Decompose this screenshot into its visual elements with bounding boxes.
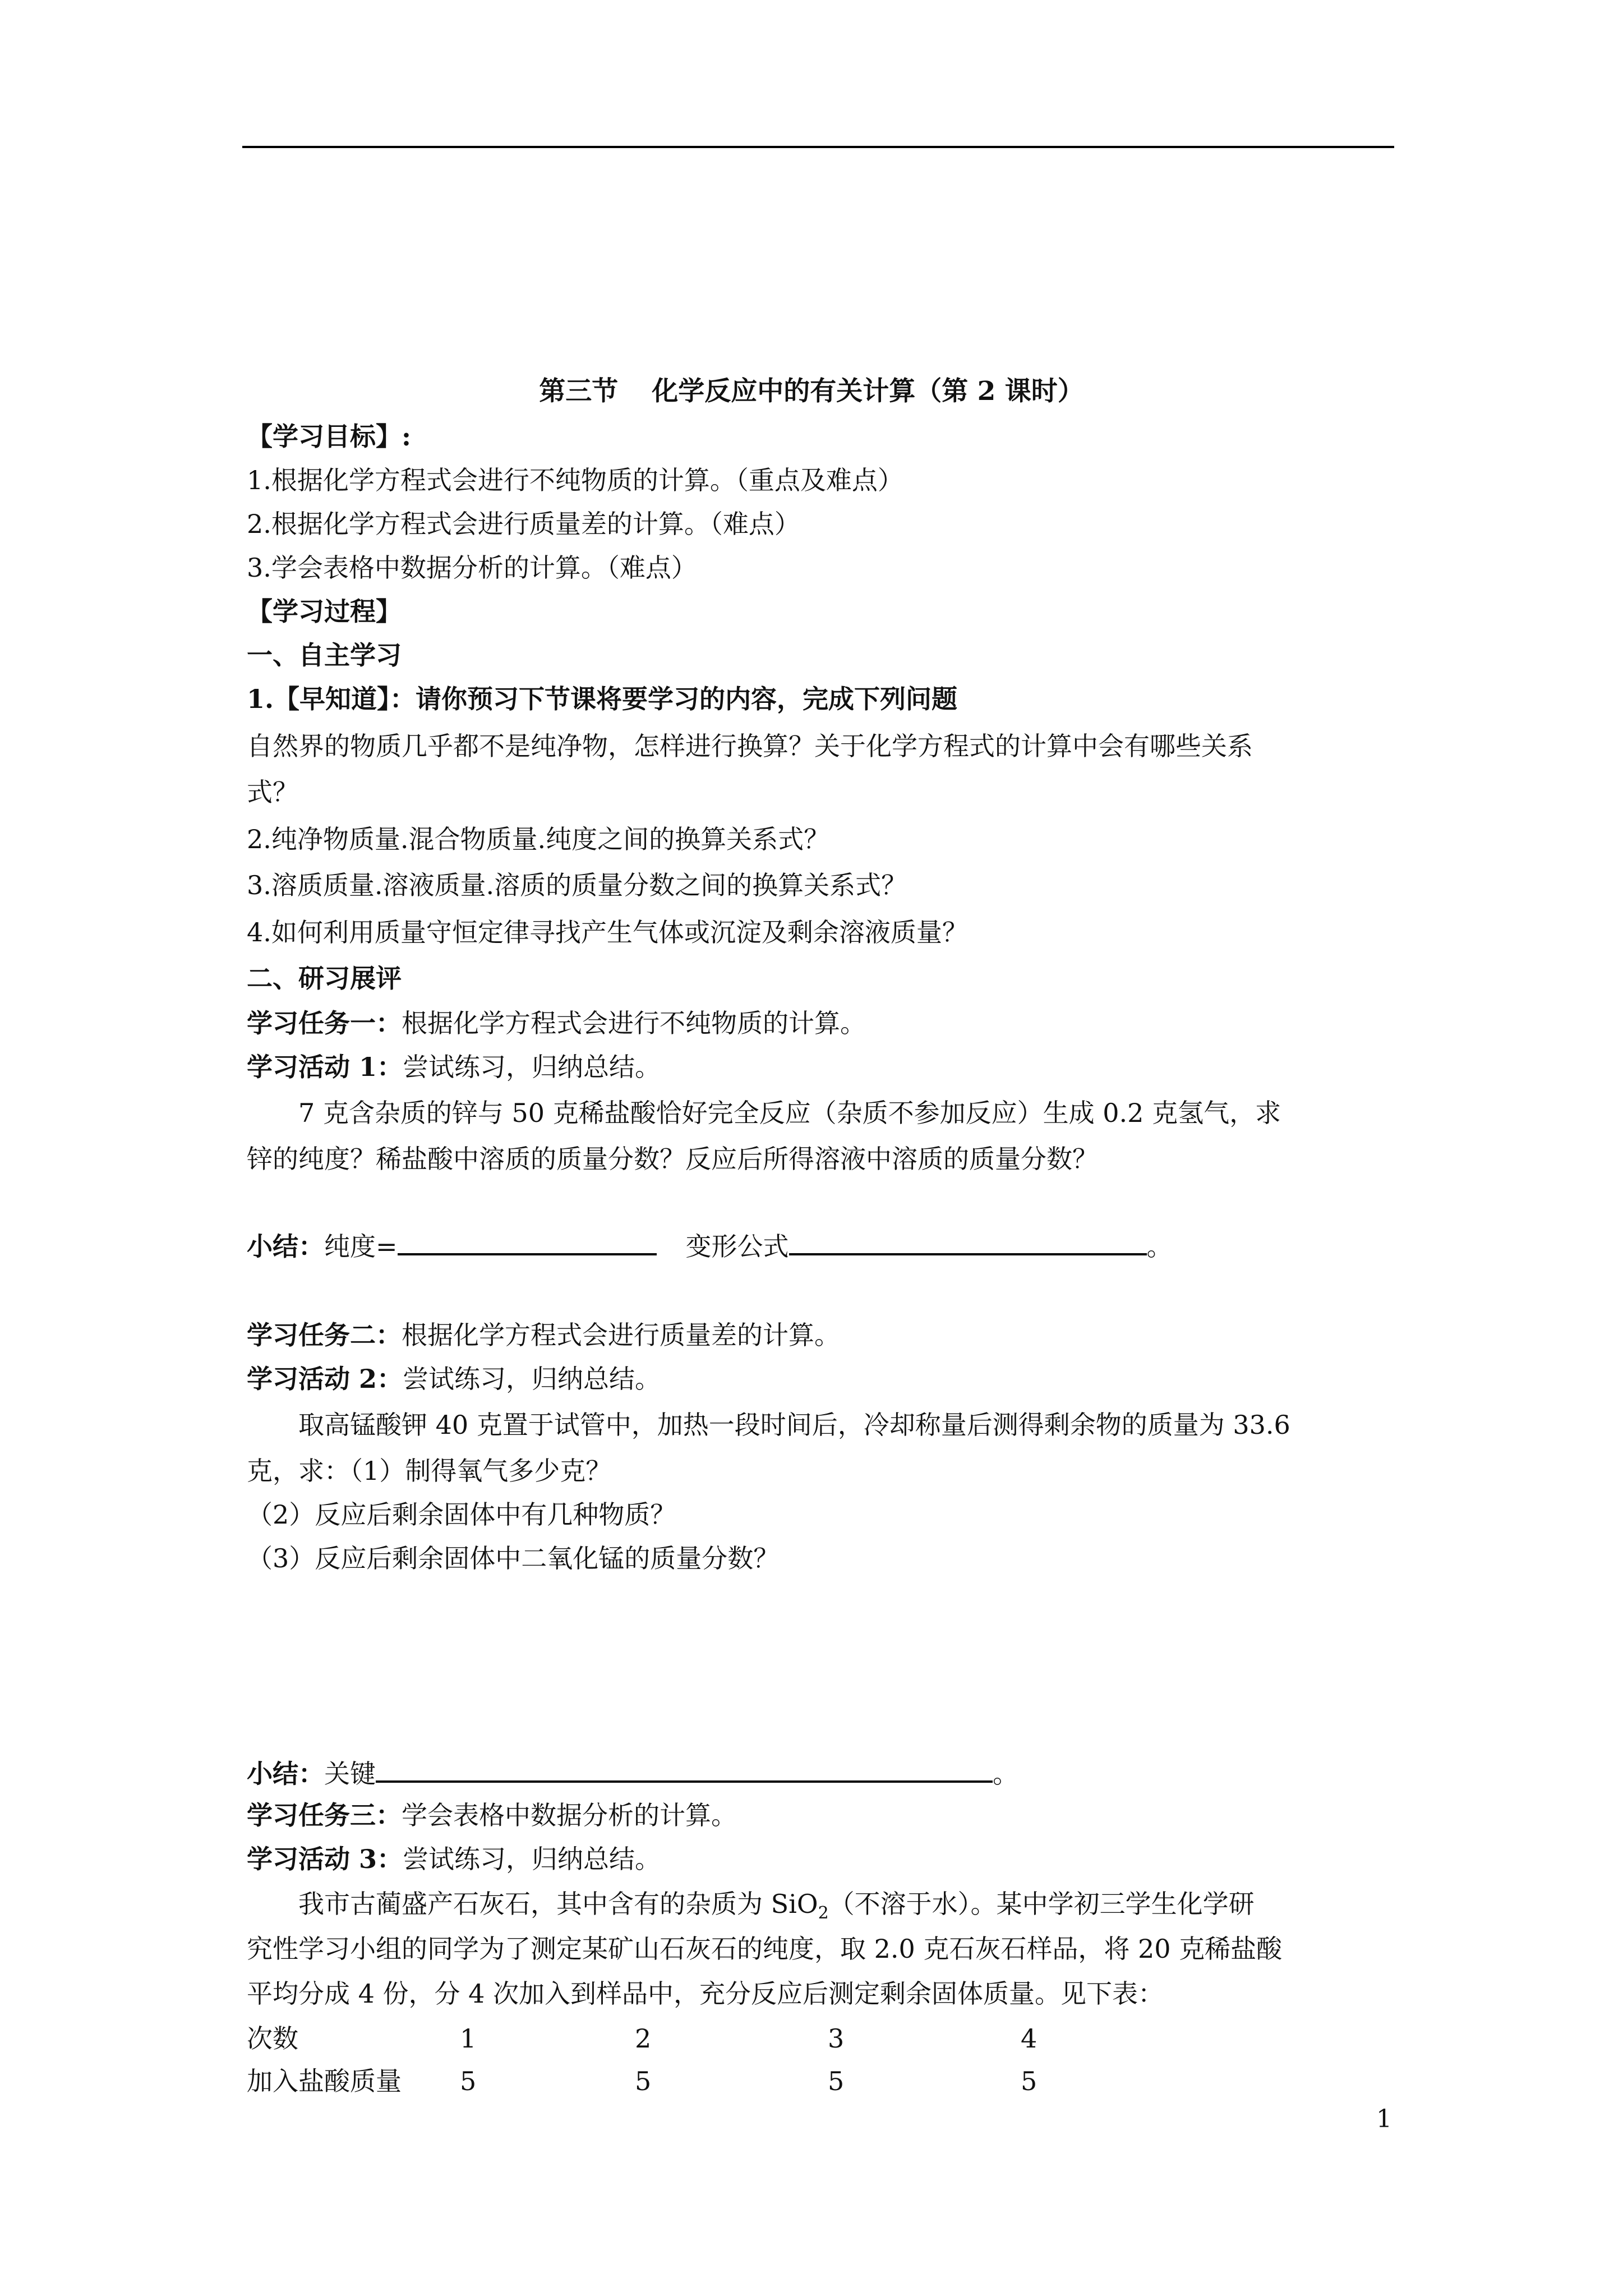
problem-1-line-1: 7 克含杂质的锌与 50 克稀盐酸恰好完全反应（杂质不参加反应）生成 0.2 克氢气，求: [298, 1098, 1281, 1128]
table-cell: 5: [635, 2066, 652, 2096]
problem-2-question-3: （3）反应后剩余固体中二氧化锰的质量分数？: [247, 1543, 780, 1573]
problem-3-text-b: （不溶于水）。某中学初三学生化学研: [828, 1889, 1255, 1919]
objectives-heading: 【学习目标】:: [247, 421, 411, 452]
header-rule: [242, 146, 1394, 148]
table-cell: 5: [460, 2066, 477, 2096]
activity-1-text: 尝试练习，归纳总结。: [403, 1052, 661, 1082]
summary-1: [247, 1228, 1173, 1263]
activity-1: [247, 1050, 661, 1084]
activity-2-text: 尝试练习，归纳总结。: [403, 1364, 661, 1394]
activity-1-label: 学习活动 1：: [247, 1052, 403, 1082]
objective-item: 3.学会表格中数据分析的计算。（难点）: [247, 553, 697, 583]
activity-3-text: 尝试练习，归纳总结。: [403, 1844, 661, 1874]
task-1-text: 根据化学方程式会进行不纯物质的计算。: [402, 1008, 866, 1038]
question-1-line-2: 式？: [247, 777, 298, 807]
problem-2-line-1: 取高锰酸钾 40 克置于试管中，加热一段时间后，冷却称量后测得剩余物的质量为 33.6: [298, 1410, 1290, 1440]
table-cell: 3: [828, 2023, 845, 2054]
question-2: 2.纯净物质量.混合物质量.纯度之间的换算关系式？: [247, 824, 830, 854]
problem-3-line-2: 究性学习小组的同学为了测定某矿山石灰石的纯度，取 2.0 克石灰石样品，将 20 克稀盐酸: [247, 1934, 1283, 1964]
task-3-label: 学习任务三：: [247, 1800, 402, 1830]
self-study-heading: 一、自主学习: [247, 640, 402, 670]
page-number: 1: [1376, 2105, 1392, 2133]
table-cell: 4: [1021, 2023, 1038, 2054]
table-cell: 2: [635, 2023, 652, 2054]
problem-1-line-2: 锌的纯度？稀盐酸中溶质的质量分数？反应后所得溶液中溶质的质量分数？: [247, 1144, 1098, 1174]
activity-2: [247, 1362, 661, 1396]
formula-blank[interactable]: [789, 1228, 1147, 1255]
task-3: [247, 1798, 737, 1832]
title-section: 第三节: [539, 376, 619, 407]
process-heading: 【学习过程】: [247, 596, 402, 627]
summary-2-label: 小结：: [247, 1759, 324, 1789]
key-blank[interactable]: [376, 1756, 993, 1783]
problem-2-question-2: （2）反应后剩余固体中有几种物质？: [247, 1499, 676, 1530]
objective-item: 2.根据化学方程式会进行质量差的计算。（难点）: [247, 509, 800, 539]
question-4: 4.如何利用质量守恒定律寻找产生气体或沉淀及剩余溶液质量？: [247, 917, 968, 947]
problem-3-line-3: 平均分成 4 份，分 4 次加入到样品中，充分反应后测定剩余固体质量。见下表：: [247, 1978, 1164, 2009]
table-row-label: 加入盐酸质量: [247, 2066, 402, 2096]
key-label: 关键: [324, 1759, 376, 1789]
problem-3-line-1: [298, 1887, 1255, 1930]
problem-2-line-2: 克，求：（1）制得氧气多少克？: [247, 1456, 612, 1486]
objective-item: 1.根据化学方程式会进行不纯物质的计算。（重点及难点）: [247, 465, 903, 495]
task-1: [247, 1006, 866, 1040]
table-cell: 1: [460, 2023, 477, 2054]
question-1-line-1: 自然界的物质几乎都不是纯净物，怎样进行换算？关于化学方程式的计算中会有哪些关系: [247, 731, 1253, 761]
task-3-text: 学会表格中数据分析的计算。: [402, 1800, 737, 1830]
table-cell: 5: [1021, 2066, 1038, 2096]
summary-1-label: 小结：: [247, 1231, 324, 1262]
purity-label: 纯度=: [324, 1231, 398, 1262]
activity-3-label: 学习活动 3：: [247, 1844, 403, 1874]
summary-1-end: 。: [1146, 1231, 1173, 1262]
title-topic: 化学反应中的有关计算（第 2 课时）: [652, 376, 1084, 407]
subscript-2: 2: [818, 1903, 829, 1924]
question-3: 3.溶质质量.溶液质量.溶质的质量分数之间的换算关系式？: [247, 870, 907, 900]
preview-prompt: 1.【早知道】：请你预习下节课将要学习的内容，完成下列问题: [247, 684, 958, 714]
task-2: [247, 1318, 840, 1352]
task-2-label: 学习任务二：: [247, 1320, 402, 1350]
problem-3-text-a: 我市古蔺盛产石灰石，其中含有的杂质为 SiO: [298, 1889, 818, 1919]
research-heading: 二、研习展评: [247, 963, 402, 993]
summary-2: [247, 1756, 1018, 1791]
activity-3: [247, 1842, 661, 1876]
summary-2-end: 。: [993, 1759, 1018, 1789]
table-cell: 5: [828, 2066, 845, 2096]
formula-label: 变形公式: [685, 1231, 789, 1262]
purity-blank[interactable]: [398, 1228, 657, 1255]
page-title: [0, 375, 1623, 408]
task-1-label: 学习任务一：: [247, 1008, 402, 1038]
activity-2-label: 学习活动 2：: [247, 1364, 403, 1394]
task-2-text: 根据化学方程式会进行质量差的计算。: [402, 1320, 840, 1350]
table-row-label: 次数: [247, 2023, 298, 2054]
